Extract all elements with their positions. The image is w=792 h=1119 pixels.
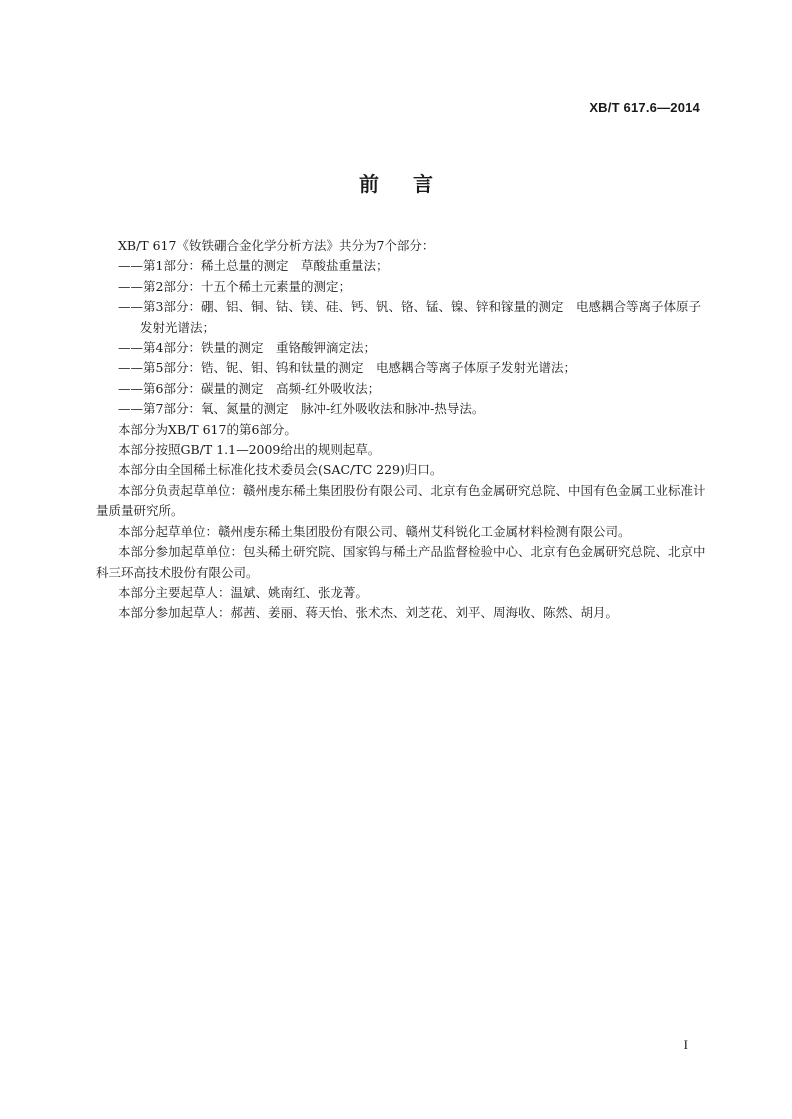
part-list-item: ——第7部分：氧、氮量的测定 脉冲-红外吸收法和脉冲-热导法。 — [118, 401, 485, 417]
body-paragraph: 本部分参加起草单位：包头稀土研究院、国家钨与稀土产品监督检验中心、北京有色金属研究总院、北京中科三环高技术股份有限公司。 — [96, 544, 706, 580]
body-paragraph: 本部分为XB/T 617的第6部分。 — [118, 421, 297, 437]
part-list-item: ——第3部分：硼、铝、铜、钴、镁、硅、钙、钒、铬、锰、镍、锌和镓量的测定 电感耦合等离子体原子发射光谱法； — [118, 299, 701, 335]
body-paragraph: 本部分按照GB/T 1.1—2009给出的规则起草。 — [118, 442, 381, 458]
body-paragraph: 本部分由全国稀土标准化技术委员会(SAC/TC 229)归口。 — [118, 462, 443, 478]
body-paragraph: 本部分主要起草人：温斌、姚南红、张龙菁。 — [118, 584, 369, 600]
body-paragraph: 本部分参加起草人：郝茜、姜丽、蒋天怡、张术杰、刘芝花、刘平、周海收、陈然、胡月。 — [118, 605, 619, 621]
body-paragraph: 本部分起草单位：赣州虔东稀土集团股份有限公司、赣州艾科锐化工金属材料检测有限公司。 — [118, 523, 631, 539]
body-paragraph: 本部分负责起草单位：赣州虔东稀土集团股份有限公司、北京有色金属研究总院、中国有色金属工业标准计量质量研究所。 — [96, 482, 706, 519]
page-number: I — [683, 1037, 688, 1052]
part-list-item: ——第1部分：稀土总量的测定 草酸盐重量法； — [118, 258, 389, 274]
part-list-item: ——第5部分：锆、铌、钼、钨和钛量的测定 电感耦合等离子体原子发射光谱法； — [118, 360, 576, 376]
part-list-item: ——第6部分：碳量的测定 高频-红外吸收法； — [118, 380, 381, 396]
page-title: 前言 — [359, 172, 467, 196]
intro-paragraph: XB/T 617《钕铁硼合金化学分析方法》共分为7个部分： — [118, 238, 435, 253]
document-body — [96, 236, 708, 624]
part-list-item: ——第2部分：十五个稀土元素量的测定； — [118, 278, 351, 294]
part-list-item: ——第4部分：铁量的测定 重铬酸钾滴定法； — [118, 340, 376, 356]
standard-code: XB/T 617.6—2014 — [589, 100, 700, 115]
